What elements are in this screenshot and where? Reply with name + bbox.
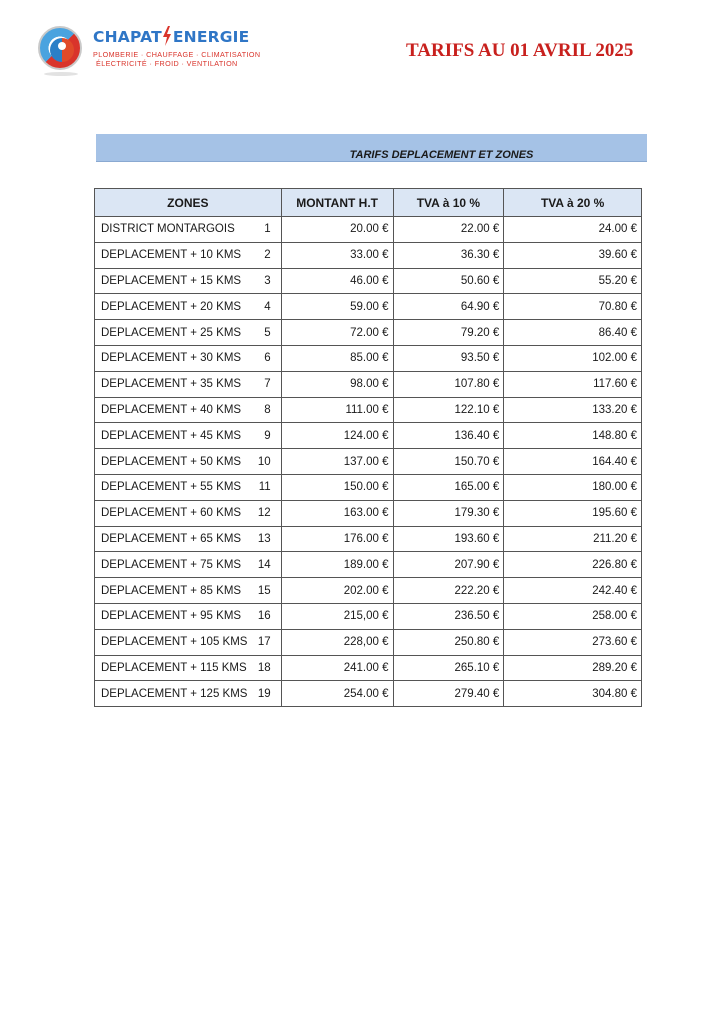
- tva-10-cell: 279.40 €: [393, 681, 504, 707]
- montant-ht-cell: 46.00 €: [281, 268, 393, 294]
- zone-label: DEPLACEMENT + 20 KMS: [101, 300, 242, 313]
- zone-number: 12: [257, 507, 271, 520]
- tva-20-cell: 242.40 €: [504, 578, 642, 604]
- montant-ht-cell: 163.00 €: [281, 500, 393, 526]
- tva-10-cell: 265.10 €: [393, 655, 504, 681]
- tva-10-cell: 236.50 €: [393, 603, 504, 629]
- montant-ht-cell: 241.00 €: [281, 655, 393, 681]
- tva-20-cell: 133.20 €: [504, 397, 642, 423]
- tva-10-cell: 64.90 €: [393, 294, 504, 320]
- tva-10-cell: 22.00 €: [393, 217, 504, 243]
- zone-label: DEPLACEMENT + 35 KMS: [101, 378, 242, 391]
- zone-label: DEPLACEMENT + 125 KMS: [101, 687, 248, 700]
- zone-label: DEPLACEMENT + 55 KMS: [101, 481, 242, 494]
- zone-cell: [95, 681, 282, 707]
- tva-20-cell: 180.00 €: [504, 474, 642, 500]
- table-row: [95, 578, 642, 604]
- table-row: [95, 449, 642, 475]
- tva-10-cell: 179.30 €: [393, 500, 504, 526]
- montant-ht-cell: 20.00 €: [281, 217, 393, 243]
- column-header-zones: ZONES: [95, 189, 282, 217]
- tva-10-cell: 165.00 €: [393, 474, 504, 500]
- section-title: TARIFS DEPLACEMENT ET ZONES: [349, 149, 534, 161]
- zone-cell: [95, 294, 282, 320]
- logo-emblem-icon: [38, 26, 82, 70]
- tva-10-cell: 50.60 €: [393, 268, 504, 294]
- zone-label: DEPLACEMENT + 95 KMS: [101, 610, 242, 623]
- tva-20-cell: 148.80 €: [504, 423, 642, 449]
- zone-cell: [95, 217, 282, 243]
- table-header-row: [95, 189, 642, 217]
- zone-number: 3: [264, 274, 271, 287]
- brand-tagline-2: ÉLECTRICITÉ · FROID · VENTILATION: [96, 59, 238, 68]
- zone-number: 8: [264, 403, 271, 416]
- zone-cell: [95, 423, 282, 449]
- tva-20-cell: 164.40 €: [504, 449, 642, 475]
- table-row: [95, 474, 642, 500]
- company-logo: [38, 26, 288, 78]
- zone-label: DEPLACEMENT + 75 KMS: [101, 558, 242, 571]
- tva-20-cell: 258.00 €: [504, 603, 642, 629]
- zone-number: 1: [264, 223, 271, 236]
- montant-ht-cell: 59.00 €: [281, 294, 393, 320]
- zone-number: 18: [257, 661, 271, 674]
- tva-10-cell: 93.50 €: [393, 345, 504, 371]
- table-row: [95, 294, 642, 320]
- zone-label: DEPLACEMENT + 45 KMS: [101, 429, 242, 442]
- zone-cell: [95, 371, 282, 397]
- table-row: [95, 681, 642, 707]
- montant-ht-cell: 124.00 €: [281, 423, 393, 449]
- zone-label: DEPLACEMENT + 40 KMS: [101, 403, 242, 416]
- zone-label: DEPLACEMENT + 115 KMS: [101, 661, 247, 674]
- zone-label: DEPLACEMENT + 60 KMS: [101, 507, 242, 520]
- zone-number: 11: [258, 481, 271, 494]
- montant-ht-cell: 228,00 €: [281, 629, 393, 655]
- montant-ht-cell: 150.00 €: [281, 474, 393, 500]
- zone-number: 16: [257, 610, 271, 623]
- tva-10-cell: 107.80 €: [393, 371, 504, 397]
- tva-20-cell: 102.00 €: [504, 345, 642, 371]
- zone-label: DEPLACEMENT + 15 KMS: [101, 274, 242, 287]
- zone-cell: [95, 268, 282, 294]
- zone-number: 9: [264, 429, 271, 442]
- zone-label: DEPLACEMENT + 50 KMS: [101, 455, 242, 468]
- tva-10-cell: 136.40 €: [393, 423, 504, 449]
- zone-number: 19: [257, 687, 271, 700]
- brand-name: CHAPAT ENERGIE: [93, 28, 250, 46]
- zone-number: 13: [257, 532, 271, 545]
- tva-10-cell: 222.20 €: [393, 578, 504, 604]
- montant-ht-cell: 98.00 €: [281, 371, 393, 397]
- zone-cell: [95, 500, 282, 526]
- brand-tagline-1: PLOMBERIE · CHAUFFAGE · CLIMATISATION: [93, 50, 261, 59]
- table-row: [95, 655, 642, 681]
- tva-20-cell: 226.80 €: [504, 552, 642, 578]
- table-row: [95, 526, 642, 552]
- montant-ht-cell: 176.00 €: [281, 526, 393, 552]
- zone-cell: [95, 578, 282, 604]
- tva-20-cell: 273.60 €: [504, 629, 642, 655]
- tva-20-cell: 55.20 €: [504, 268, 642, 294]
- zone-label: DEPLACEMENT + 85 KMS: [101, 584, 242, 597]
- tva-10-cell: 193.60 €: [393, 526, 504, 552]
- montant-ht-cell: 254.00 €: [281, 681, 393, 707]
- zone-label: DISTRICT MONTARGOIS: [101, 223, 235, 236]
- table-row: [95, 371, 642, 397]
- zone-number: 4: [264, 300, 271, 313]
- tva-20-cell: 24.00 €: [504, 217, 642, 243]
- column-header-montant-ht: MONTANT H.T: [281, 189, 393, 217]
- column-header-tva-10: TVA à 10 %: [393, 189, 504, 217]
- tva-20-cell: 304.80 €: [504, 681, 642, 707]
- zone-number: 17: [257, 636, 271, 649]
- zone-number: 6: [264, 352, 271, 365]
- tva-20-cell: 211.20 €: [504, 526, 642, 552]
- zone-label: DEPLACEMENT + 25 KMS: [101, 326, 242, 339]
- table-row: [95, 345, 642, 371]
- tva-20-cell: 195.60 €: [504, 500, 642, 526]
- lightning-bolt-icon: [162, 26, 172, 46]
- montant-ht-cell: 85.00 €: [281, 345, 393, 371]
- zone-cell: [95, 449, 282, 475]
- tva-10-cell: 250.80 €: [393, 629, 504, 655]
- zone-number: 14: [257, 558, 271, 571]
- zone-cell: [95, 397, 282, 423]
- tva-20-cell: 289.20 €: [504, 655, 642, 681]
- table-row: [95, 320, 642, 346]
- document-title: TARIFS AU 01 AVRIL 2025: [406, 40, 634, 61]
- montant-ht-cell: 111.00 €: [281, 397, 393, 423]
- zone-label: DEPLACEMENT + 30 KMS: [101, 352, 242, 365]
- tva-20-cell: 39.60 €: [504, 242, 642, 268]
- tva-20-cell: 70.80 €: [504, 294, 642, 320]
- zone-cell: [95, 526, 282, 552]
- montant-ht-cell: 137.00 €: [281, 449, 393, 475]
- table-row: [95, 552, 642, 578]
- zone-cell: [95, 552, 282, 578]
- zone-cell: [95, 242, 282, 268]
- zone-cell: [95, 320, 282, 346]
- table-row: [95, 603, 642, 629]
- zone-cell: [95, 629, 282, 655]
- montant-ht-cell: 215,00 €: [281, 603, 393, 629]
- zone-number: 7: [264, 378, 271, 391]
- zone-number: 5: [264, 326, 271, 339]
- montant-ht-cell: 202.00 €: [281, 578, 393, 604]
- zone-cell: [95, 655, 282, 681]
- zone-cell: [95, 603, 282, 629]
- tva-10-cell: 207.90 €: [393, 552, 504, 578]
- tva-20-cell: 117.60 €: [504, 371, 642, 397]
- section-banner: [96, 134, 647, 162]
- table-row: [95, 242, 642, 268]
- tariff-table: [94, 188, 642, 707]
- zone-cell: [95, 345, 282, 371]
- montant-ht-cell: 33.00 €: [281, 242, 393, 268]
- table-row: [95, 268, 642, 294]
- zone-cell: [95, 474, 282, 500]
- table-row: [95, 423, 642, 449]
- zone-label: DEPLACEMENT + 10 KMS: [101, 249, 242, 262]
- zone-number: 2: [264, 249, 271, 262]
- tva-10-cell: 150.70 €: [393, 449, 504, 475]
- montant-ht-cell: 189.00 €: [281, 552, 393, 578]
- table-row: [95, 397, 642, 423]
- tva-20-cell: 86.40 €: [504, 320, 642, 346]
- zone-number: 10: [257, 455, 271, 468]
- table-row: [95, 500, 642, 526]
- montant-ht-cell: 72.00 €: [281, 320, 393, 346]
- tva-10-cell: 122.10 €: [393, 397, 504, 423]
- table-row: [95, 629, 642, 655]
- zone-number: 15: [257, 584, 271, 597]
- zone-label: DEPLACEMENT + 65 KMS: [101, 532, 242, 545]
- zone-label: DEPLACEMENT + 105 KMS: [101, 636, 248, 649]
- table-row: [95, 217, 642, 243]
- tva-10-cell: 79.20 €: [393, 320, 504, 346]
- tva-10-cell: 36.30 €: [393, 242, 504, 268]
- column-header-tva-20: TVA à 20 %: [504, 189, 642, 217]
